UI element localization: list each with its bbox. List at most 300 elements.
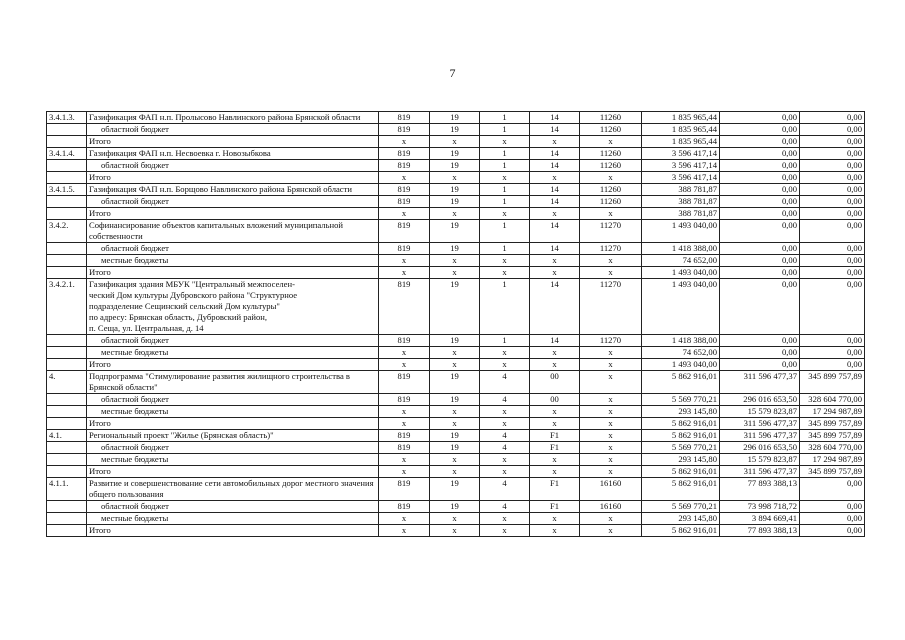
amount-cell-1: 1 835 965,44	[642, 136, 720, 148]
code-cell-1: х	[379, 347, 430, 359]
table-row	[47, 347, 865, 359]
code-cell-1: 819	[379, 220, 430, 243]
code-cell-4: 14	[530, 160, 580, 172]
code-cell-3: х	[480, 406, 530, 418]
code-cell-1: х	[379, 267, 430, 279]
amount-cell-3: 0,00	[800, 184, 865, 196]
table-row	[47, 430, 865, 442]
amount-cell-3: 0,00	[800, 196, 865, 208]
amount-cell-2: 77 893 388,13	[720, 525, 800, 537]
row-number-cell	[47, 359, 87, 371]
table-row	[47, 148, 865, 160]
code-cell-1: 819	[379, 442, 430, 454]
code-cell-5: х	[580, 371, 642, 394]
code-cell-5: х	[580, 172, 642, 184]
code-cell-2: х	[430, 136, 480, 148]
code-cell-2: 19	[430, 184, 480, 196]
row-number-cell	[47, 525, 87, 537]
table-row	[47, 513, 865, 525]
amount-cell-3: 345 899 757,89	[800, 418, 865, 430]
code-cell-4: F1	[530, 442, 580, 454]
amount-cell-3: 345 899 757,89	[800, 371, 865, 394]
amount-cell-1: 5 862 916,01	[642, 371, 720, 394]
amount-cell-1: 388 781,87	[642, 184, 720, 196]
code-cell-5: х	[580, 454, 642, 466]
code-cell-5: 11260	[580, 184, 642, 196]
code-cell-3: 4	[480, 371, 530, 394]
amount-cell-2: 296 016 653,50	[720, 394, 800, 406]
amount-cell-3: 0,00	[800, 136, 865, 148]
table-row	[47, 172, 865, 184]
row-number-cell	[47, 418, 87, 430]
row-name-cell: местные бюджеты	[87, 454, 379, 466]
code-cell-5: х	[580, 359, 642, 371]
code-cell-4: х	[530, 454, 580, 466]
row-name-cell: областной бюджет	[87, 196, 379, 208]
amount-cell-1: 74 652,00	[642, 347, 720, 359]
table-row	[47, 255, 865, 267]
amount-cell-1: 5 569 770,21	[642, 394, 720, 406]
amount-cell-2: 0,00	[720, 136, 800, 148]
code-cell-4: F1	[530, 501, 580, 513]
code-cell-2: 19	[430, 371, 480, 394]
row-name-cell: местные бюджеты	[87, 513, 379, 525]
code-cell-1: 819	[379, 184, 430, 196]
code-cell-3: х	[480, 454, 530, 466]
code-cell-4: х	[530, 255, 580, 267]
page-number: 7	[449, 66, 456, 80]
code-cell-2: х	[430, 418, 480, 430]
code-cell-4: 14	[530, 220, 580, 243]
table-row	[47, 454, 865, 466]
table-row	[47, 243, 865, 255]
code-cell-4: 00	[530, 371, 580, 394]
table-row	[47, 359, 865, 371]
code-cell-1: 819	[379, 478, 430, 501]
code-cell-4: х	[530, 525, 580, 537]
amount-cell-2: 0,00	[720, 208, 800, 220]
code-cell-1: 819	[379, 279, 430, 335]
row-name-cell: Итого	[87, 525, 379, 537]
amount-cell-2: 0,00	[720, 148, 800, 160]
code-cell-5: х	[580, 513, 642, 525]
row-number-cell	[47, 466, 87, 478]
row-number-cell	[47, 513, 87, 525]
code-cell-4: х	[530, 418, 580, 430]
amount-cell-1: 388 781,87	[642, 196, 720, 208]
amount-cell-2: 0,00	[720, 220, 800, 243]
row-name-cell: местные бюджеты	[87, 255, 379, 267]
amount-cell-3: 0,00	[800, 359, 865, 371]
code-cell-1: х	[379, 359, 430, 371]
code-cell-1: 819	[379, 430, 430, 442]
code-cell-2: х	[430, 267, 480, 279]
amount-cell-2: 15 579 823,87	[720, 454, 800, 466]
amount-cell-2: 311 596 477,37	[720, 371, 800, 394]
row-name-cell: областной бюджет	[87, 243, 379, 255]
row-name-cell: Развитие и совершенствование сети автомобильных дорог местного значения общего пользования	[87, 478, 379, 501]
row-name-cell: Итого	[87, 466, 379, 478]
code-cell-5: х	[580, 208, 642, 220]
code-cell-4: 14	[530, 196, 580, 208]
code-cell-5: 11270	[580, 335, 642, 347]
amount-cell-3: 0,00	[800, 501, 865, 513]
table-row	[47, 406, 865, 418]
code-cell-5: х	[580, 406, 642, 418]
code-cell-2: х	[430, 406, 480, 418]
table-row	[47, 335, 865, 347]
amount-cell-3: 0,00	[800, 208, 865, 220]
code-cell-4: х	[530, 406, 580, 418]
code-cell-2: 19	[430, 160, 480, 172]
amount-cell-2: 311 596 477,37	[720, 418, 800, 430]
code-cell-5: 11270	[580, 220, 642, 243]
row-name-cell: Газификация здания МБУК "Центральный межпоселен- ческий Дом культуры Дубровского района "Структурное подразделение Сещинский сельский Дом культуры" по адресу: Брянская область, Дубровский район, п. Сеща, ул. Центральная, д. 14	[87, 279, 379, 335]
amount-cell-1: 5 862 916,01	[642, 466, 720, 478]
code-cell-3: х	[480, 172, 530, 184]
amount-cell-1: 3 596 417,14	[642, 160, 720, 172]
code-cell-3: х	[480, 359, 530, 371]
code-cell-1: х	[379, 208, 430, 220]
row-name-cell: Региональный проект "Жилье (Брянская область)"	[87, 430, 379, 442]
amount-cell-3: 0,00	[800, 513, 865, 525]
table-row	[47, 112, 865, 124]
code-cell-2: 19	[430, 279, 480, 335]
code-cell-2: 19	[430, 430, 480, 442]
row-number-cell	[47, 124, 87, 136]
code-cell-4: х	[530, 513, 580, 525]
code-cell-1: х	[379, 525, 430, 537]
amount-cell-1: 388 781,87	[642, 208, 720, 220]
row-name-cell: Газификация ФАП н.п. Несвоевка г. Новозыбкова	[87, 148, 379, 160]
code-cell-1: 819	[379, 148, 430, 160]
row-name-cell: областной бюджет	[87, 160, 379, 172]
code-cell-1: 819	[379, 501, 430, 513]
row-number-cell	[47, 255, 87, 267]
amount-cell-3: 0,00	[800, 525, 865, 537]
code-cell-2: 19	[430, 243, 480, 255]
code-cell-2: 19	[430, 124, 480, 136]
amount-cell-1: 5 569 770,21	[642, 501, 720, 513]
code-cell-1: х	[379, 418, 430, 430]
code-cell-5: 11260	[580, 124, 642, 136]
row-name-cell: Подпрограмма "Стимулирование развития жилищного строительства в Брянской области"	[87, 371, 379, 394]
code-cell-1: 819	[379, 243, 430, 255]
row-number-cell: 3.4.1.4.	[47, 148, 87, 160]
code-cell-5: х	[580, 430, 642, 442]
code-cell-1: х	[379, 136, 430, 148]
amount-cell-1: 5 862 916,01	[642, 478, 720, 501]
code-cell-4: 14	[530, 184, 580, 196]
amount-cell-3: 0,00	[800, 267, 865, 279]
amount-cell-3: 0,00	[800, 243, 865, 255]
row-name-cell: областной бюджет	[87, 442, 379, 454]
table-row	[47, 525, 865, 537]
table-row	[47, 160, 865, 172]
amount-cell-3: 0,00	[800, 112, 865, 124]
amount-cell-3: 328 604 770,00	[800, 442, 865, 454]
table-body	[47, 112, 865, 537]
code-cell-3: х	[480, 418, 530, 430]
code-cell-2: х	[430, 454, 480, 466]
code-cell-2: х	[430, 359, 480, 371]
row-number-cell	[47, 267, 87, 279]
row-number-cell	[47, 442, 87, 454]
amount-cell-1: 1 418 388,00	[642, 243, 720, 255]
amount-cell-3: 0,00	[800, 220, 865, 243]
code-cell-3: х	[480, 466, 530, 478]
code-cell-5: х	[580, 442, 642, 454]
code-cell-2: 19	[430, 394, 480, 406]
table-row	[47, 136, 865, 148]
code-cell-5: х	[580, 255, 642, 267]
table-row	[47, 394, 865, 406]
table-row	[47, 124, 865, 136]
row-number-cell: 3.4.1.5.	[47, 184, 87, 196]
row-number-cell: 4.	[47, 371, 87, 394]
amount-cell-1: 1 493 040,00	[642, 267, 720, 279]
amount-cell-1: 5 862 916,01	[642, 418, 720, 430]
amount-cell-1: 293 145,80	[642, 406, 720, 418]
code-cell-1: х	[379, 454, 430, 466]
amount-cell-2: 311 596 477,37	[720, 466, 800, 478]
code-cell-1: 819	[379, 335, 430, 347]
row-number-cell	[47, 394, 87, 406]
row-number-cell	[47, 243, 87, 255]
amount-cell-3: 0,00	[800, 279, 865, 335]
amount-cell-3: 0,00	[800, 124, 865, 136]
amount-cell-3: 0,00	[800, 160, 865, 172]
amount-cell-1: 3 596 417,14	[642, 148, 720, 160]
code-cell-4: 14	[530, 112, 580, 124]
code-cell-3: х	[480, 208, 530, 220]
amount-cell-1: 3 596 417,14	[642, 172, 720, 184]
amount-cell-2: 15 579 823,87	[720, 406, 800, 418]
code-cell-3: х	[480, 525, 530, 537]
code-cell-2: 19	[430, 478, 480, 501]
table-row	[47, 501, 865, 513]
code-cell-1: х	[379, 255, 430, 267]
row-number-cell: 4.1.	[47, 430, 87, 442]
code-cell-2: х	[430, 525, 480, 537]
row-name-cell: областной бюджет	[87, 501, 379, 513]
row-name-cell: областной бюджет	[87, 394, 379, 406]
amount-cell-3: 0,00	[800, 172, 865, 184]
code-cell-4: х	[530, 172, 580, 184]
code-cell-1: 819	[379, 112, 430, 124]
amount-cell-2: 77 893 388,13	[720, 478, 800, 501]
row-name-cell: местные бюджеты	[87, 406, 379, 418]
amount-cell-2: 0,00	[720, 347, 800, 359]
amount-cell-2: 0,00	[720, 267, 800, 279]
code-cell-2: 19	[430, 196, 480, 208]
row-name-cell: Итого	[87, 172, 379, 184]
code-cell-4: х	[530, 136, 580, 148]
code-cell-5: х	[580, 466, 642, 478]
amount-cell-1: 5 862 916,01	[642, 525, 720, 537]
row-number-cell	[47, 208, 87, 220]
row-number-cell: 3.4.2.1.	[47, 279, 87, 335]
row-name-cell: Газификация ФАП н.п. Пролысово Навлинского района Брянской области	[87, 112, 379, 124]
amount-cell-2: 0,00	[720, 335, 800, 347]
code-cell-5: 16160	[580, 478, 642, 501]
row-number-cell	[47, 406, 87, 418]
code-cell-4: 14	[530, 124, 580, 136]
code-cell-2: х	[430, 347, 480, 359]
row-name-cell: областной бюджет	[87, 124, 379, 136]
amount-cell-1: 1 835 965,44	[642, 124, 720, 136]
amount-cell-1: 293 145,80	[642, 513, 720, 525]
amount-cell-2: 0,00	[720, 160, 800, 172]
code-cell-3: х	[480, 136, 530, 148]
code-cell-2: х	[430, 466, 480, 478]
row-number-cell: 4.1.1.	[47, 478, 87, 501]
amount-cell-2: 0,00	[720, 184, 800, 196]
budget-table	[46, 111, 865, 537]
row-name-cell: Итого	[87, 136, 379, 148]
code-cell-5: х	[580, 394, 642, 406]
amount-cell-2: 0,00	[720, 255, 800, 267]
code-cell-3: х	[480, 267, 530, 279]
row-name-cell: Софинансирование объектов капитальных вложений муниципальной собственности	[87, 220, 379, 243]
code-cell-3: 1	[480, 124, 530, 136]
code-cell-3: 4	[480, 394, 530, 406]
code-cell-3: х	[480, 513, 530, 525]
table-row	[47, 442, 865, 454]
amount-cell-2: 0,00	[720, 279, 800, 335]
table-row	[47, 208, 865, 220]
code-cell-4: 14	[530, 335, 580, 347]
code-cell-2: х	[430, 208, 480, 220]
amount-cell-2: 0,00	[720, 112, 800, 124]
amount-cell-3: 0,00	[800, 148, 865, 160]
code-cell-5: х	[580, 418, 642, 430]
code-cell-3: 4	[480, 501, 530, 513]
amount-cell-2: 3 894 669,41	[720, 513, 800, 525]
row-name-cell: Итого	[87, 208, 379, 220]
code-cell-2: 19	[430, 501, 480, 513]
amount-cell-3: 17 294 987,89	[800, 454, 865, 466]
code-cell-4: 14	[530, 148, 580, 160]
table-row	[47, 466, 865, 478]
code-cell-3: 1	[480, 148, 530, 160]
code-cell-3: 4	[480, 478, 530, 501]
code-cell-4: х	[530, 466, 580, 478]
amount-cell-3: 0,00	[800, 335, 865, 347]
table-row	[47, 220, 865, 243]
amount-cell-1: 293 145,80	[642, 454, 720, 466]
code-cell-2: 19	[430, 442, 480, 454]
row-name-cell: Итого	[87, 267, 379, 279]
code-cell-1: 819	[379, 196, 430, 208]
code-cell-4: 00	[530, 394, 580, 406]
row-number-cell	[47, 335, 87, 347]
row-number-cell: 3.4.1.3.	[47, 112, 87, 124]
code-cell-5: х	[580, 525, 642, 537]
table-row	[47, 371, 865, 394]
code-cell-3: х	[480, 347, 530, 359]
amount-cell-2: 73 998 718,72	[720, 501, 800, 513]
code-cell-3: 1	[480, 160, 530, 172]
amount-cell-1: 1 493 040,00	[642, 279, 720, 335]
row-number-cell	[47, 501, 87, 513]
code-cell-3: 1	[480, 220, 530, 243]
code-cell-1: 819	[379, 371, 430, 394]
code-cell-5: х	[580, 267, 642, 279]
amount-cell-2: 311 596 477,37	[720, 430, 800, 442]
row-name-cell: Газификация ФАП н.п. Борщово Навлинского района Брянской области	[87, 184, 379, 196]
code-cell-5: 11270	[580, 279, 642, 335]
code-cell-3: 1	[480, 243, 530, 255]
amount-cell-1: 5 862 916,01	[642, 430, 720, 442]
code-cell-5: х	[580, 347, 642, 359]
row-name-cell: местные бюджеты	[87, 347, 379, 359]
table-row	[47, 279, 865, 335]
row-number-cell	[47, 160, 87, 172]
amount-cell-3: 17 294 987,89	[800, 406, 865, 418]
code-cell-2: 19	[430, 335, 480, 347]
code-cell-3: 1	[480, 335, 530, 347]
amount-cell-3: 345 899 757,89	[800, 430, 865, 442]
code-cell-5: 11260	[580, 112, 642, 124]
row-number-cell: 3.4.2.	[47, 220, 87, 243]
amount-cell-1: 1 493 040,00	[642, 220, 720, 243]
amount-cell-1: 1 418 388,00	[642, 335, 720, 347]
row-number-cell	[47, 172, 87, 184]
code-cell-1: 819	[379, 160, 430, 172]
code-cell-4: х	[530, 208, 580, 220]
code-cell-4: F1	[530, 430, 580, 442]
code-cell-2: х	[430, 513, 480, 525]
code-cell-1: 819	[379, 124, 430, 136]
code-cell-3: 1	[480, 279, 530, 335]
amount-cell-2: 296 016 653,50	[720, 442, 800, 454]
table-row	[47, 184, 865, 196]
table-row	[47, 418, 865, 430]
row-number-cell	[47, 454, 87, 466]
code-cell-3: 1	[480, 196, 530, 208]
code-cell-4: х	[530, 267, 580, 279]
amount-cell-2: 0,00	[720, 196, 800, 208]
code-cell-5: х	[580, 136, 642, 148]
amount-cell-1: 74 652,00	[642, 255, 720, 267]
code-cell-4: х	[530, 359, 580, 371]
table-row	[47, 196, 865, 208]
row-number-cell	[47, 136, 87, 148]
amount-cell-1: 5 569 770,21	[642, 442, 720, 454]
code-cell-5: 11260	[580, 160, 642, 172]
amount-cell-2: 0,00	[720, 359, 800, 371]
code-cell-4: 14	[530, 279, 580, 335]
amount-cell-3: 0,00	[800, 347, 865, 359]
code-cell-5: 11270	[580, 243, 642, 255]
code-cell-5: 16160	[580, 501, 642, 513]
code-cell-2: 19	[430, 220, 480, 243]
code-cell-2: 19	[430, 148, 480, 160]
table-row	[47, 478, 865, 501]
code-cell-4: F1	[530, 478, 580, 501]
code-cell-3: х	[480, 255, 530, 267]
table-row	[47, 267, 865, 279]
code-cell-3: 1	[480, 184, 530, 196]
code-cell-3: 4	[480, 442, 530, 454]
amount-cell-2: 0,00	[720, 124, 800, 136]
code-cell-4: х	[530, 347, 580, 359]
code-cell-1: х	[379, 466, 430, 478]
code-cell-2: х	[430, 255, 480, 267]
amount-cell-3: 0,00	[800, 255, 865, 267]
row-name-cell: областной бюджет	[87, 335, 379, 347]
